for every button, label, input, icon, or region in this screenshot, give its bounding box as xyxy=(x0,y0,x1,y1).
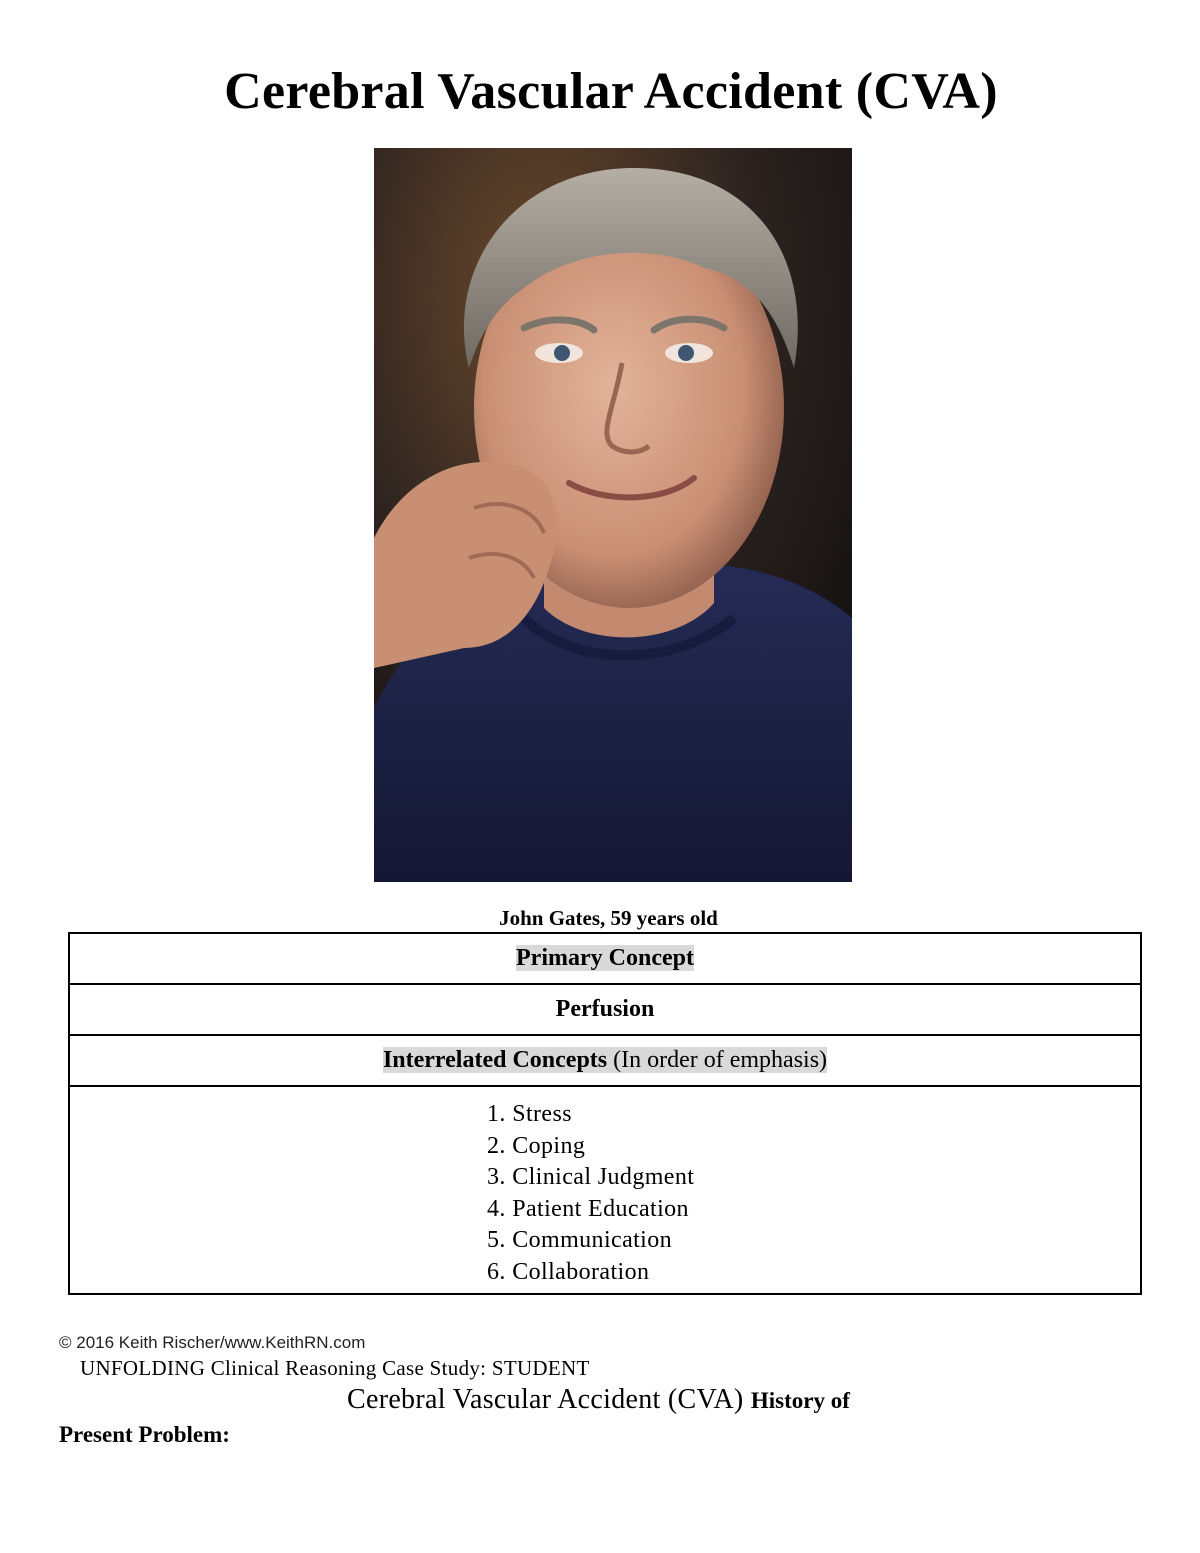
concepts-table xyxy=(68,932,1142,1295)
section-subtitle: Cerebral Vascular Accident (CVA) xyxy=(347,1384,744,1415)
list-item: 2. Coping xyxy=(487,1132,586,1159)
list-item: 3. Clinical Judgment xyxy=(487,1164,695,1190)
primary-concept-header xyxy=(69,933,1141,984)
table-row xyxy=(69,984,1141,1035)
patient-caption: John Gates, 59 years old xyxy=(499,906,718,930)
copyright-notice: © 2016 Keith Rischer/www.KeithRN.com xyxy=(59,1333,366,1352)
table-row xyxy=(69,933,1141,984)
interrelated-concepts-header xyxy=(69,1035,1141,1086)
patient-photo xyxy=(374,148,852,882)
interrelated-concepts-note: (In order of emphasis) xyxy=(613,1047,828,1073)
primary-concept-value: Perfusion xyxy=(69,984,1141,1035)
list-item: 6. Collaboration xyxy=(487,1258,650,1285)
portrait-illustration xyxy=(374,148,852,882)
table-row xyxy=(69,1035,1141,1086)
list-item: 1. Stress xyxy=(487,1101,572,1127)
document-title: Cerebral Vascular Accident (CVA) xyxy=(224,63,998,120)
list-item: 5. Communication xyxy=(487,1227,673,1253)
primary-concept-label: Primary Concept xyxy=(516,945,694,971)
interrelated-concepts-list xyxy=(69,1086,1141,1294)
case-study-label: UNFOLDING Clinical Reasoning Case Study: STUDENT xyxy=(80,1356,590,1380)
history-of-label: History of xyxy=(750,1388,850,1413)
section-heading xyxy=(347,1384,850,1416)
table-row xyxy=(69,1086,1141,1294)
list-item: 4. Patient Education xyxy=(487,1195,689,1222)
interrelated-concepts-label: Interrelated Concepts xyxy=(382,1047,608,1073)
present-problem-label: Present Problem: xyxy=(59,1422,230,1447)
